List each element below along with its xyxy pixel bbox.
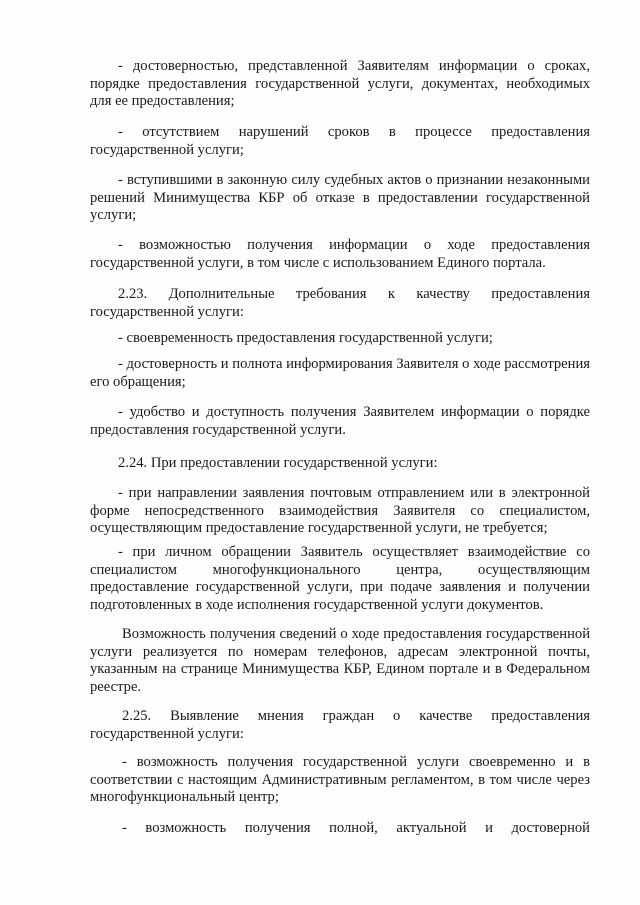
- section-2-25-heading: 2.25. Выявление мнения граждан о качестве предоставления государственной услуги:: [90, 708, 590, 742]
- paragraph-full-actual-info: - возможность получения полной, актуальной и достоверной: [122, 820, 590, 836]
- paragraph-no-deadline-violations: - отсутствием нарушений сроков в процессе предоставления государственной услуги;: [90, 124, 590, 158]
- paragraph-reliability-info: - достоверностью, представленной Заявителям информации о сроках, порядке предоставления государственной услуги, документах, необходимых для ее предоставления;: [90, 58, 590, 109]
- paragraph-info-progress: - возможностью получения информации о ходе предоставления государственной услуги, в том числе с использованием Единого портала.: [90, 237, 590, 271]
- section-2-24-heading: 2.24. При предоставлении государственной услуги:: [118, 455, 438, 471]
- paragraph-postal-electronic: - при направлении заявления почтовым отправлением или в электронной форме непосредственного взаимодействия Заявителя со специалистом, осуществляющим предоставление государственной услуги, не требуется;: [90, 485, 590, 536]
- paragraph-personal-visit: - при личном обращении Заявитель осуществляет взаимодействие со специалистом многофункционального центра, осуществляющим предоставление государственной услуги, при подаче заявления и получении подготовленных в ходе исполнения государственной услуги документов.: [90, 544, 590, 613]
- paragraph-court-acts: - вступившими в законную силу судебных актов о признании незаконными решений Минимущества КБР об отказе в предоставлении государственной услуги;: [90, 172, 590, 223]
- paragraph-accuracy-completeness: - достоверность и полнота информирования Заявителя о ходе рассмотрения его обращения;: [90, 356, 590, 390]
- section-2-23-heading: 2.23. Дополнительные требования к качеству предоставления государственной услуги:: [90, 286, 590, 320]
- paragraph-timeliness: - своевременность предоставления государственной услуги;: [118, 330, 493, 346]
- paragraph-timely-receipt: - возможность получения государственной услуги своевременно и в соответствии с настоящим Административным регламентом, в том числе через многофункциональный центр;: [90, 754, 590, 805]
- paragraph-status-information: Возможность получения сведений о ходе предоставления государственной услуги реализуется по номерам телефонов, адресам электронной почты, указанным на странице Минимущества КБР, Едином портале и в Федеральном реестре.: [90, 626, 590, 695]
- paragraph-convenience-accessibility: - удобство и доступность получения Заявителем информации о порядке предоставления государственной услуги.: [90, 404, 590, 438]
